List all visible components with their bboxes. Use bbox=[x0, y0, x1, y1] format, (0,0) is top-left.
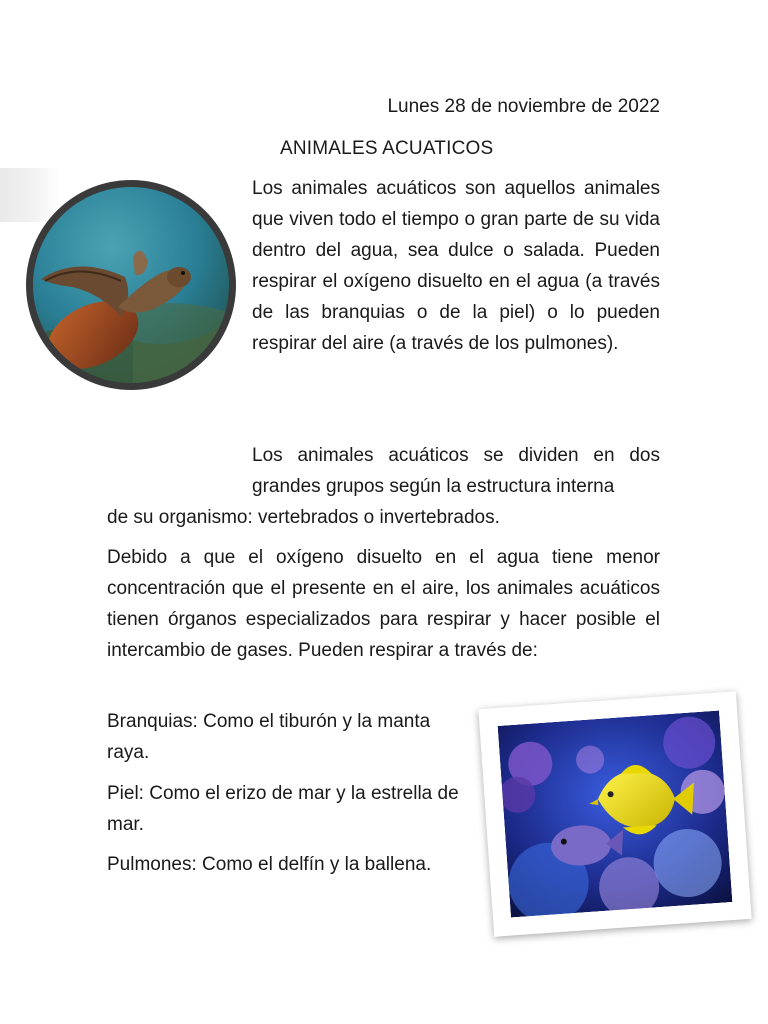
yellow-fish-photo bbox=[498, 710, 733, 917]
paragraph-breathing: Debido a que el oxígeno disuelto en el agua tiene menor concentración que el presente en el aire, los animales acuáticos tienen órganos especializados para respirar y hacer posible el intercambio de gases. Pueden respirar a través de: bbox=[107, 547, 660, 661]
sea-turtle-image bbox=[26, 180, 236, 390]
list-item-pulmones: Pulmones: Como el delfín y la ballena. bbox=[107, 854, 432, 875]
page-edge-shade bbox=[0, 168, 60, 222]
fish-photo-frame bbox=[478, 691, 751, 936]
document-title: ANIMALES ACUATICOS bbox=[280, 138, 494, 159]
paragraph-intro: Los animales acuáticos son aquellos animales que viven todo el tiempo o gran parte de su vida dentro del agua, sea dulce o salada. Pueden respirar el oxígeno disuelto en el agua (a través de las branquias o de la piel) o lo pueden respirar del aire (a través de los pulmones). bbox=[252, 178, 660, 354]
paragraph-groups-end: de su organismo: vertebrados o invertebrados. bbox=[107, 507, 500, 528]
sea-turtle-photo bbox=[33, 187, 229, 383]
paragraph-groups-start: Los animales acuáticos se dividen en dos grandes grupos según la estructura interna bbox=[252, 445, 660, 497]
list-item-piel: Piel: Como el erizo de mar y la estrella de mar. bbox=[107, 783, 459, 835]
list-item-branquias: Branquias: Como el tiburón y la manta raya. bbox=[107, 711, 431, 763]
document-date: Lunes 28 de noviembre de 2022 bbox=[387, 96, 660, 117]
